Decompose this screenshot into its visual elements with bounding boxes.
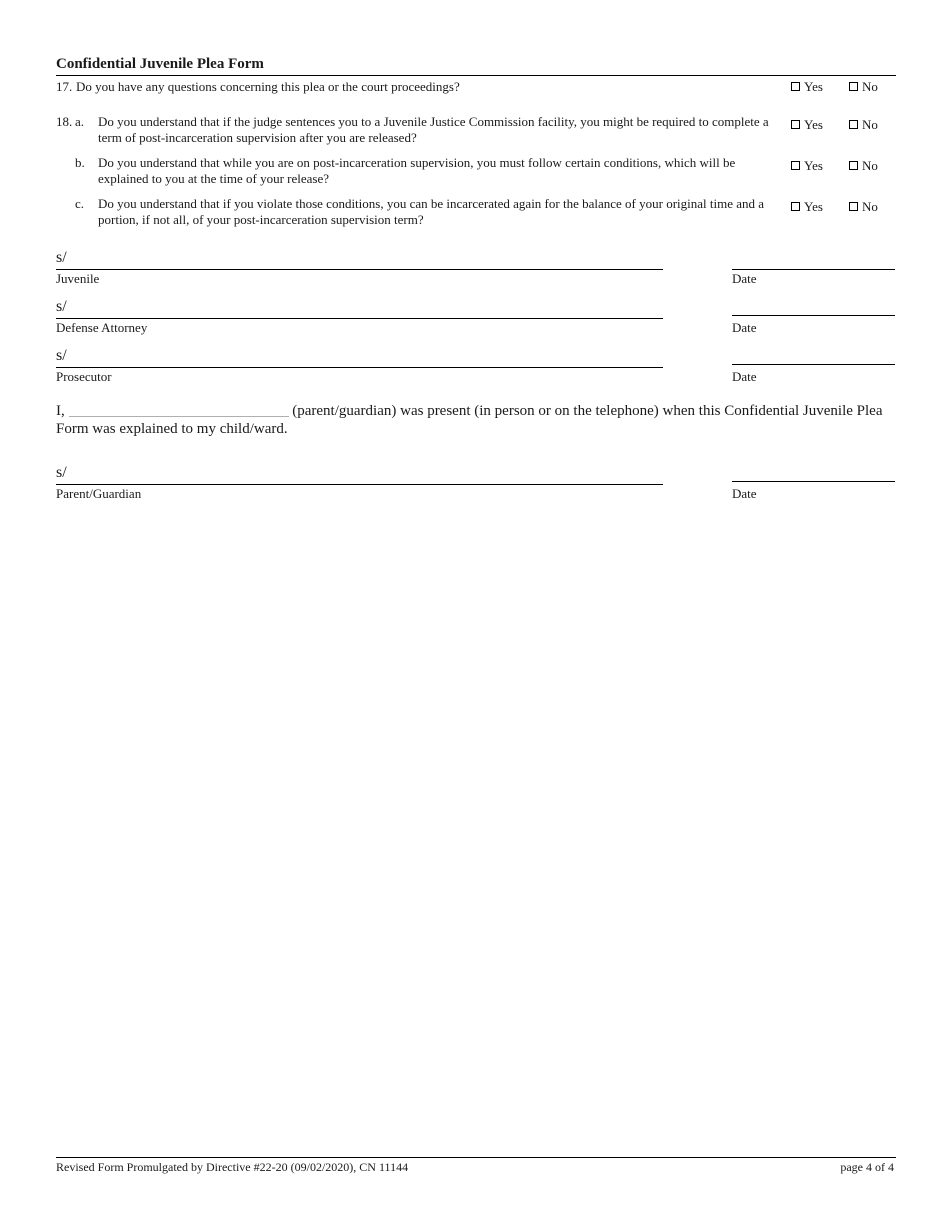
q17-no-checkbox[interactable]: No bbox=[849, 79, 878, 95]
checkbox-icon bbox=[791, 202, 800, 211]
date-label: Date bbox=[732, 486, 757, 501]
defense-attorney-label: Defense Attorney bbox=[56, 320, 148, 335]
defense-attorney-signature-line[interactable] bbox=[56, 318, 663, 319]
juvenile-signature-line[interactable] bbox=[56, 269, 663, 270]
date-label: Date bbox=[732, 271, 757, 286]
checkbox-icon bbox=[849, 120, 858, 129]
date-label: Date bbox=[732, 369, 757, 384]
date-label: Date bbox=[732, 320, 757, 335]
signature-prefix: s/ bbox=[56, 249, 67, 266]
question-number: 17. bbox=[56, 79, 73, 94]
question-text: Do you understand that if you violate those conditions, you can be incarcerated again for the balance of your original time and a portion, if not all, of your post-incarceration supervision term? bbox=[98, 196, 765, 227]
title-divider bbox=[56, 75, 896, 76]
question-letter: c. bbox=[75, 196, 85, 211]
juvenile-label: Juvenile bbox=[56, 271, 100, 286]
prosecutor-signature-line[interactable] bbox=[56, 367, 663, 368]
question-text: Do you understand that if the judge sentences you to a Juvenile Justice Commission facility, you might be required to complete a term of post-incarceration supervision after you are released? bbox=[98, 114, 769, 145]
parent-guardian-date-line[interactable] bbox=[732, 481, 895, 482]
guardian-statement: I, (parent/guardian) was present (in person or on the telephone) when this Confidential Juvenile Plea Form was explained to my child/ward. bbox=[56, 403, 883, 437]
footer-form-info: Revised Form Promulgated by Directive #22-20 (09/02/2020), CN 11144 bbox=[56, 1160, 409, 1174]
footer-divider bbox=[56, 1157, 896, 1158]
q17-yes-checkbox[interactable]: Yes bbox=[791, 79, 823, 95]
q18c-no-checkbox[interactable]: No bbox=[849, 199, 878, 215]
prosecutor-date-line[interactable] bbox=[732, 364, 895, 365]
checkbox-icon bbox=[791, 120, 800, 129]
checkbox-icon bbox=[849, 202, 858, 211]
q18c-yes-checkbox[interactable]: Yes bbox=[791, 199, 823, 215]
prosecutor-label: Prosecutor bbox=[56, 369, 112, 384]
q18b-yes-checkbox[interactable]: Yes bbox=[791, 158, 823, 174]
checkbox-icon bbox=[849, 161, 858, 170]
question-number: 18. bbox=[56, 114, 73, 129]
juvenile-date-line[interactable] bbox=[732, 269, 895, 270]
guardian-name-field[interactable] bbox=[69, 402, 289, 417]
signature-prefix: s/ bbox=[56, 347, 67, 364]
parent-guardian-signature-line[interactable] bbox=[56, 484, 663, 485]
checkbox-icon bbox=[791, 161, 800, 170]
parent-guardian-label: Parent/Guardian bbox=[56, 486, 142, 501]
checkbox-icon bbox=[791, 82, 800, 91]
signature-prefix: s/ bbox=[56, 464, 67, 481]
question-letter: a. bbox=[75, 114, 85, 129]
page-title: Confidential Juvenile Plea Form bbox=[56, 56, 264, 72]
q18a-yes-checkbox[interactable]: Yes bbox=[791, 117, 823, 133]
signature-prefix: s/ bbox=[56, 298, 67, 315]
checkbox-icon bbox=[849, 82, 858, 91]
q18a-no-checkbox[interactable]: No bbox=[849, 117, 878, 133]
page-number: page 4 of 4 bbox=[840, 1160, 894, 1174]
question-letter: b. bbox=[75, 155, 85, 170]
defense-attorney-date-line[interactable] bbox=[732, 315, 895, 316]
question-text: Do you understand that while you are on post-incarceration supervision, you must follow certain conditions, which will be explained to you at the time of your release? bbox=[98, 155, 736, 186]
question-text: Do you have any questions concerning this plea or the court proceedings? bbox=[76, 79, 460, 94]
q18b-no-checkbox[interactable]: No bbox=[849, 158, 878, 174]
